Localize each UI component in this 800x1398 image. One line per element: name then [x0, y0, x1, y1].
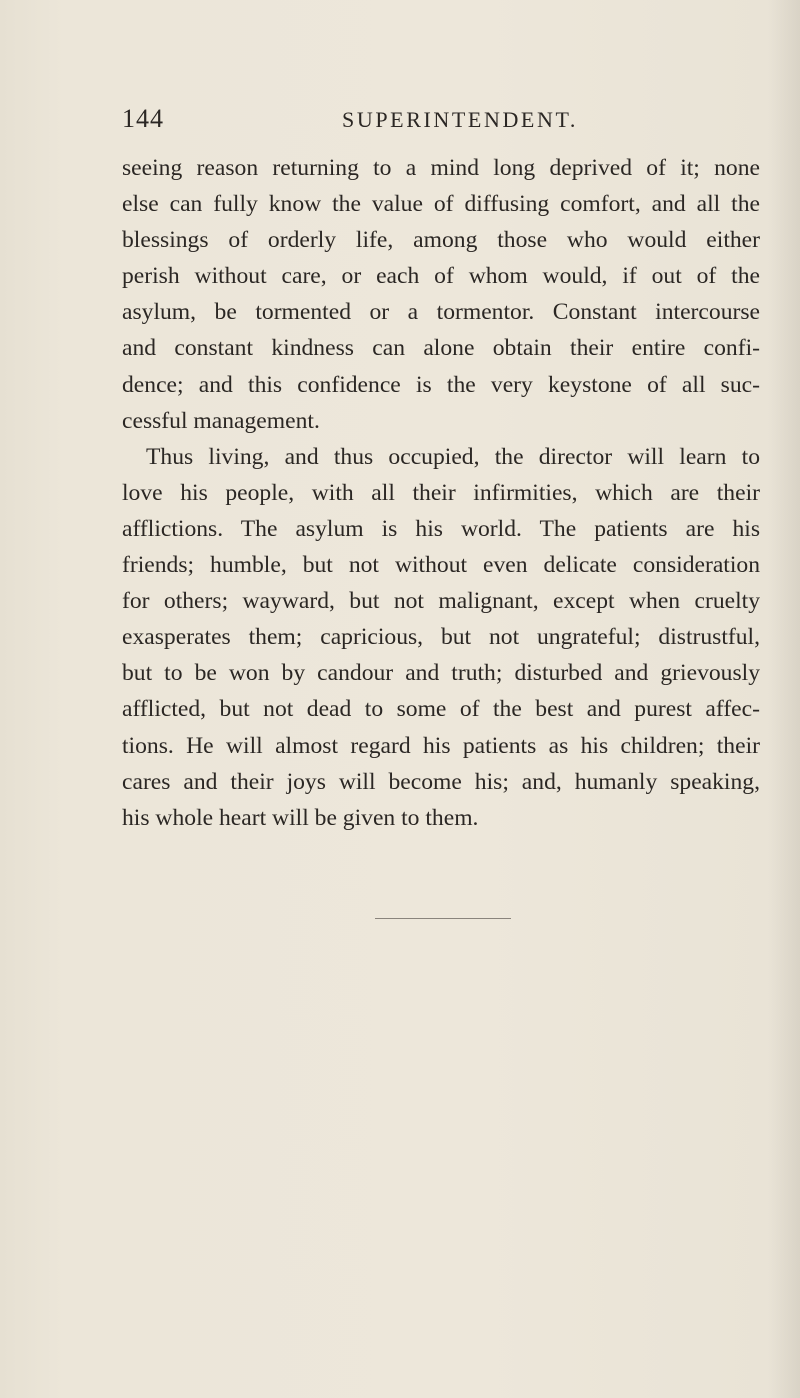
text-line: but to be won by candour and truth; disturbed and grievously [122, 660, 760, 687]
text-line: his whole heart will be given to them. [122, 804, 479, 831]
text-line: perish without care, or each of whom would, if out of the [122, 263, 760, 290]
text-line: else can fully know the value of diffusing comfort, and all the [122, 191, 760, 218]
text-line: afflicted, but not dead to some of the best and purest affec- [122, 696, 760, 723]
text-line: asylum, be tormented or a tormentor. Constant intercourse [122, 299, 760, 326]
running-head [122, 104, 702, 140]
text-line: exasperates them; capricious, but not ungrateful; distrustful, [122, 624, 760, 651]
text-line: seeing reason returning to a mind long deprived of it; none [122, 155, 760, 181]
text-line: cares and their joys will become his; and, humanly speaking, [122, 768, 760, 795]
text-line: friends; humble, but not without even delicate consideration [122, 552, 760, 579]
text-line: love his people, with all their infirmities, which are their [122, 479, 760, 506]
text-line: blessings of orderly life, among those who would either [122, 227, 760, 254]
text-line: afflictions. The asylum is his world. The patients are his [122, 515, 760, 542]
section-end-rule [375, 918, 511, 919]
text-line: cessful management. [122, 407, 320, 434]
text-line: for others; wayward, but not malignant, except when cruelty [122, 588, 760, 615]
text-line: dence; and this confidence is the very keystone of all suc- [122, 371, 760, 398]
page-number: 144 [122, 104, 164, 133]
running-title: SUPERINTENDENT. [342, 107, 578, 132]
body-text [122, 150, 760, 836]
text-line: and constant kindness can alone obtain their entire confi- [122, 335, 760, 362]
text-line: tions. He will almost regard his patients as his children; their [122, 732, 760, 759]
text-line: Thus living, and thus occupied, the director will learn to [146, 443, 760, 470]
